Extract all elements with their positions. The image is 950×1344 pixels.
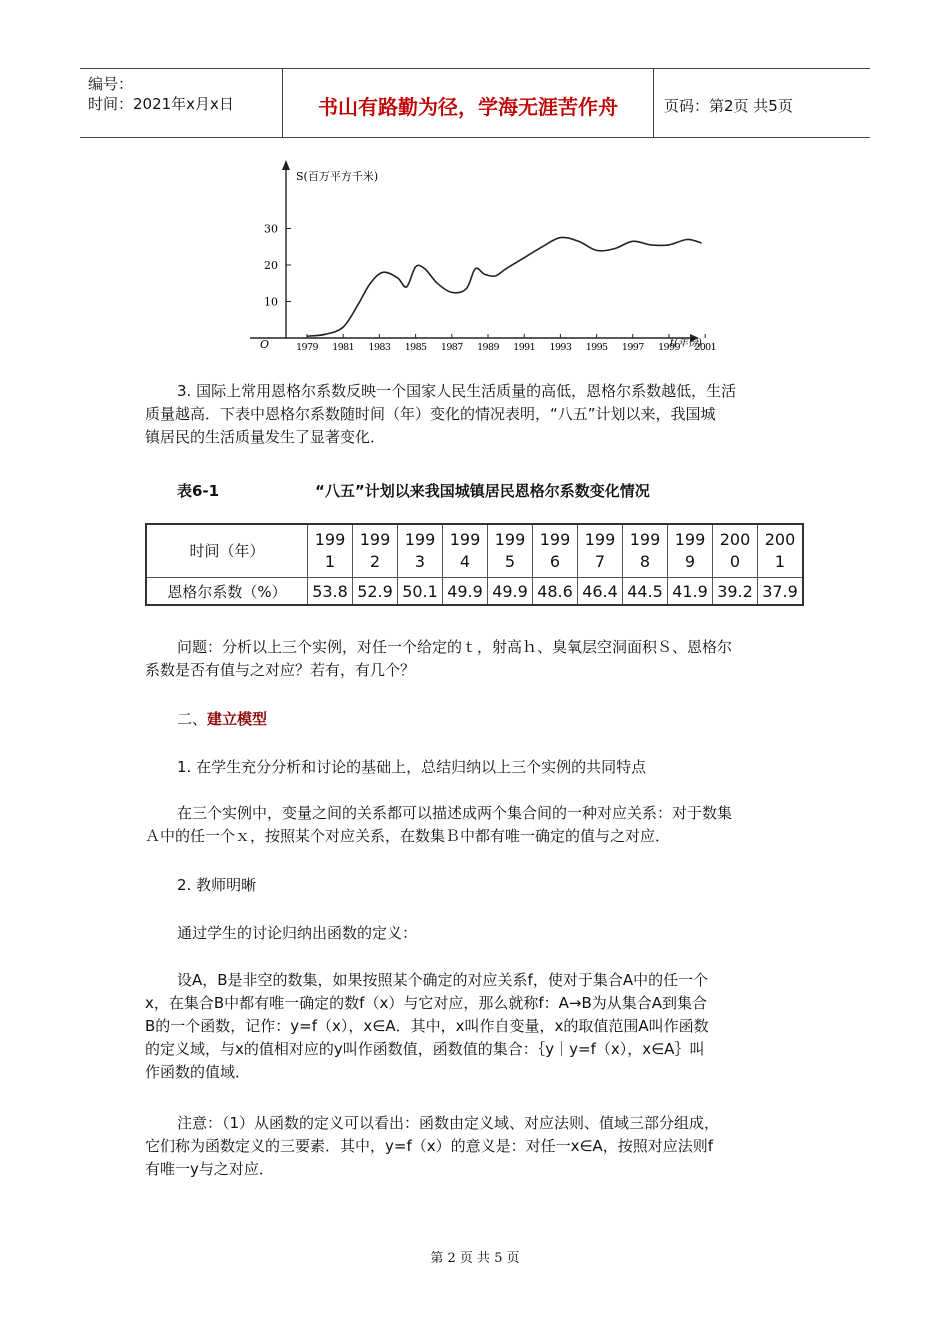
table-cell-value: 46.4 — [578, 578, 623, 606]
text-line: 在三个实例中，变量之间的关系都可以描述成两个集合间的一种对应关系：对于数集 — [177, 804, 733, 822]
step-2-heading: 2. 教师明晰 — [177, 876, 257, 894]
header-date-label: 时间：2021年x月x日 — [88, 95, 234, 113]
page-footer: 第 2 页 共 5 页 — [430, 1251, 520, 1266]
table-cell-year: 200 1 — [758, 524, 804, 578]
section-title: 建立模型 — [207, 710, 268, 728]
table-title: “八五”计划以来我国城镇居民恩格尔系数变化情况 — [315, 482, 650, 500]
ozone-area-chart — [250, 150, 730, 360]
table-cell-value: 44.5 — [623, 578, 668, 606]
table-cell-year: 199 9 — [668, 524, 713, 578]
paragraph-definition — [145, 969, 805, 1084]
table-cell-year: 199 4 — [443, 524, 488, 578]
x-tick-label: 1999 — [658, 342, 680, 353]
text-line: 镇居民的生活质量发生了显著变化． — [145, 428, 386, 446]
paragraph-engel-intro — [145, 380, 805, 449]
x-tick-label: 1995 — [585, 342, 608, 353]
x-axis-label: t(年份) — [670, 338, 702, 349]
series-line — [307, 237, 702, 336]
table-caption: 表6-1 — [177, 482, 220, 500]
x-tick-label: 1981 — [332, 342, 355, 353]
header-number-label: 编号： — [88, 75, 134, 93]
table-cell-year: 199 8 — [623, 524, 668, 578]
x-tick-label: 2001 — [694, 342, 717, 353]
text-line: 注意：（1）从函数的定义可以看出：函数由定义域、对应法则、值域三部分组成， — [177, 1114, 720, 1132]
text-line: 质量越高．下表中恩格尔系数随时间（年）变化的情况表明，“八五”计划以来，我国城 — [145, 405, 716, 423]
x-tick-label: 1985 — [404, 342, 427, 353]
text-line: 它们称为函数定义的三要素．其中，y=f（x）的意义是：对任一x∈A，按照对应法则f — [145, 1137, 714, 1155]
header-meta-cell — [80, 69, 283, 137]
x-tick-label: 1997 — [621, 342, 644, 353]
text-line: B的一个函数，记作：y=f（x），x∈A．其中，x叫作自变量，x的取值范围A叫作函数 — [145, 1017, 709, 1035]
page-header — [80, 68, 870, 138]
text-line: 3. 国际上常用恩格尔系数反映一个国家人民生活质量的高低，恩格尔系数越低，生活 — [177, 382, 737, 400]
chart-series — [307, 237, 702, 336]
y-tick-label: 30 — [264, 222, 278, 236]
step-1-heading: 1. 在学生充分分析和讨论的基础上，总结归纳以上三个实例的共同特点 — [177, 758, 647, 776]
table-cell-value: 37.9 — [758, 578, 804, 606]
x-tick-label: 1983 — [368, 342, 391, 353]
y-axis-label: S(百万平方千米) — [296, 170, 379, 183]
paragraph-question — [145, 636, 805, 682]
x-tick-label: 1993 — [549, 342, 572, 353]
y-tick-label: 10 — [264, 295, 278, 309]
table-cell-year: 199 7 — [578, 524, 623, 578]
text-line: Ａ中的任一个ｘ，按照某个对应关系，在数集Ｂ中都有唯一确定的值与之对应． — [145, 827, 671, 845]
chart-axes — [250, 160, 702, 351]
table-cell-value: 49.9 — [488, 578, 533, 606]
y-axis-arrow — [282, 160, 290, 170]
text-line: 设A，B是非空的数集，如果按照某个确定的对应关系f，使对于集合A中的任一个 — [177, 971, 709, 989]
paragraph-note — [145, 1112, 805, 1181]
x-tick-label: 1979 — [296, 342, 318, 353]
text-line: 作函数的值域． — [145, 1063, 251, 1081]
table-cell-value: 49.9 — [443, 578, 488, 606]
x-tick-label: 1991 — [513, 342, 536, 353]
table-cell-value: 52.9 — [353, 578, 398, 606]
header-page-label: 页码：第2页 共5页 — [664, 97, 793, 115]
table-cell-year: 199 1 — [308, 524, 353, 578]
definition-intro: 通过学生的讨论归纳出函数的定义： — [177, 924, 418, 942]
text-line: 系数是否有值与之对应？若有，有几个？ — [145, 661, 416, 679]
table-cell-year: 200 0 — [713, 524, 758, 578]
table-cell-value: 41.9 — [668, 578, 713, 606]
text-line: 问题：分析以上三个实例，对任一个给定的ｔ，射高ｈ、臭氧层空洞面积Ｓ、恩格尔 — [177, 638, 733, 656]
engel-table — [145, 523, 804, 606]
text-line: 有唯一y与之对应． — [145, 1160, 274, 1178]
text-line: 的定义域，与x的值相对应的y叫作函数值，函数值的集合：｛y｜y=f（x），x∈A｝叫 — [145, 1040, 705, 1058]
table-row-years — [146, 524, 803, 578]
x-tick-label: 1989 — [477, 342, 499, 353]
table-cell-value: 39.2 — [713, 578, 758, 606]
paragraph-relation — [145, 802, 805, 848]
origin-label: O — [260, 338, 270, 351]
y-tick-label: 20 — [264, 259, 278, 272]
table-cell-value: 48.6 — [533, 578, 578, 606]
table-cell-value: 53.8 — [308, 578, 353, 606]
section-number: 二、 — [177, 710, 208, 728]
table-cell-year: 199 5 — [488, 524, 533, 578]
header-page-cell — [654, 69, 870, 137]
text-line: x，在集合B中都有唯一确定的数f（x）与它对应，那么就称f：A→B为从集合A到集合 — [145, 994, 707, 1012]
section-heading — [177, 708, 267, 729]
table-cell-year: 199 3 — [398, 524, 443, 578]
header-motto: 书山有路勤为径，学海无涯苦作舟 — [318, 95, 618, 119]
table-cell-year: 199 6 — [533, 524, 578, 578]
table-row-values — [146, 578, 803, 606]
header-motto-cell — [283, 69, 654, 137]
table-header-engel: 恩格尔系数（%） — [146, 578, 308, 606]
table-cell-year: 199 2 — [353, 524, 398, 578]
table-header-year: 时间（年） — [146, 524, 308, 578]
x-tick-label: 1987 — [440, 342, 463, 353]
table-cell-value: 50.1 — [398, 578, 443, 606]
